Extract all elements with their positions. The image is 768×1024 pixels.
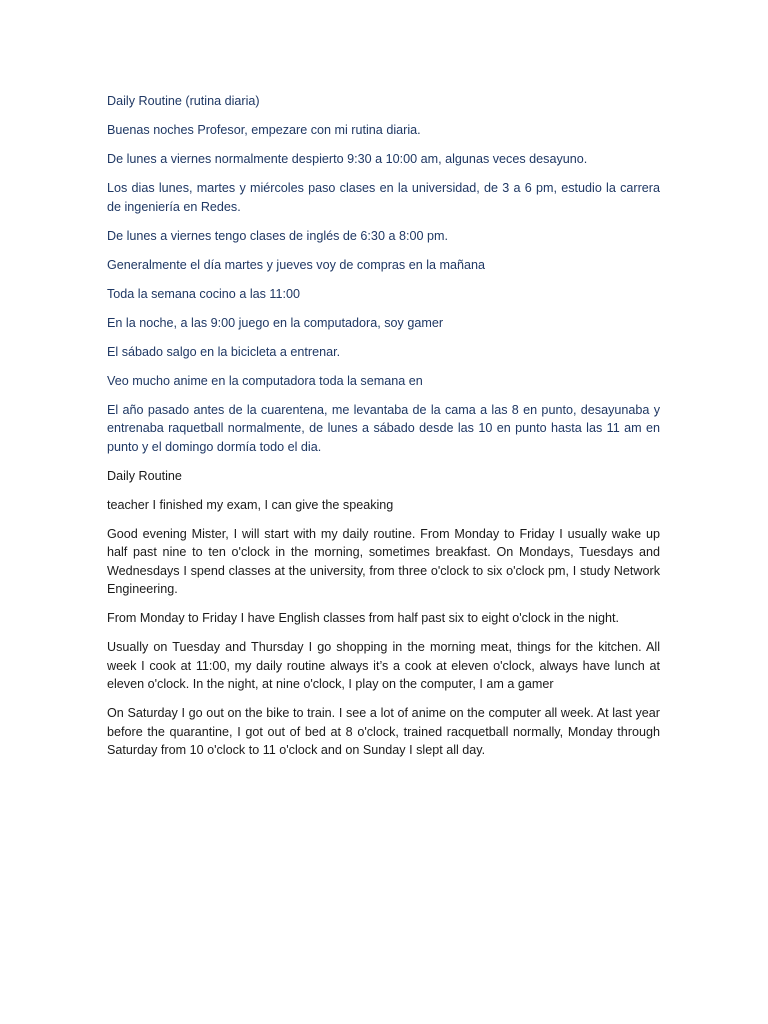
spanish-paragraph-6: Toda la semana cocino a las 11:00 [107, 286, 300, 301]
spanish-paragraph-1: Buenas noches Profesor, empezare con mi rutina diaria. [107, 123, 421, 137]
english-paragraph-3: From Monday to Friday I have English classes from half past six to eight o'clock in the night. [107, 611, 619, 625]
spanish-paragraph-9: Veo mucho anime en la computadora toda la semana en [107, 373, 423, 388]
spanish-paragraph-8: El sábado salgo en la bicicleta a entrenar. [107, 344, 341, 359]
spanish-paragraph-5: Generalmente el día martes y jueves voy de compras en la mañana [107, 257, 486, 272]
spanish-paragraph-10: El año pasado antes de la cuarentena, me levantaba de la cama a las 8 en punto, desayunaba y entrenaba raquetball normalmente, de lunes a sábado desde las 10 en punto hasta las 11 am en punto y el domingo dormía todo el dia. [107, 402, 660, 454]
english-paragraph-5: On Saturday I go out on the bike to train. I see a lot of anime on the computer all week. At last year before the quarantine, I got out of bed at 8 o'clock, trained racquetball normally, Monday through Saturday from 10 o'clock to 11 o'clock and on Sunday I slept all day. [107, 706, 660, 757]
document-page [107, 92, 660, 770]
spanish-paragraph-2: De lunes a viernes normalmente despierto 9:30 a 10:00 am, algunas veces desayuno. [107, 152, 588, 166]
spanish-title: Daily Routine (rutina diaria) [107, 94, 260, 108]
english-title: Daily Routine [107, 468, 182, 483]
english-paragraph-1: teacher I finished my exam, I can give the speaking [107, 497, 394, 512]
english-paragraph-2: Good evening Mister, I will start with my daily routine. From Monday to Friday I usually wake up half past nine to ten o'clock in the morning, sometimes breakfast. On Mondays, Tuesdays and Wednesdays I spend classes at the university, from three o'clock to six o'clock pm, I study Network Engineering. [107, 526, 660, 596]
english-paragraph-4: Usually on Tuesday and Thursday I go shopping in the morning meat, things for the kitchen. All week I cook at 11:00, my daily routine always it’s a cook at eleven o'clock, always have lunch at eleven o'clock. In the night, at nine o'clock, I play on the computer, I am a gamer [107, 640, 660, 691]
spanish-paragraph-3: Los dias lunes, martes y miércoles paso clases en la universidad, de 3 a 6 pm, estudio la carrera de ingeniería en Redes. [107, 181, 660, 214]
spanish-paragraph-4: De lunes a viernes tengo clases de inglés de 6:30 a 8:00 pm. [107, 228, 448, 243]
spanish-paragraph-7: En la noche, a las 9:00 juego en la computadora, soy gamer [107, 315, 444, 330]
